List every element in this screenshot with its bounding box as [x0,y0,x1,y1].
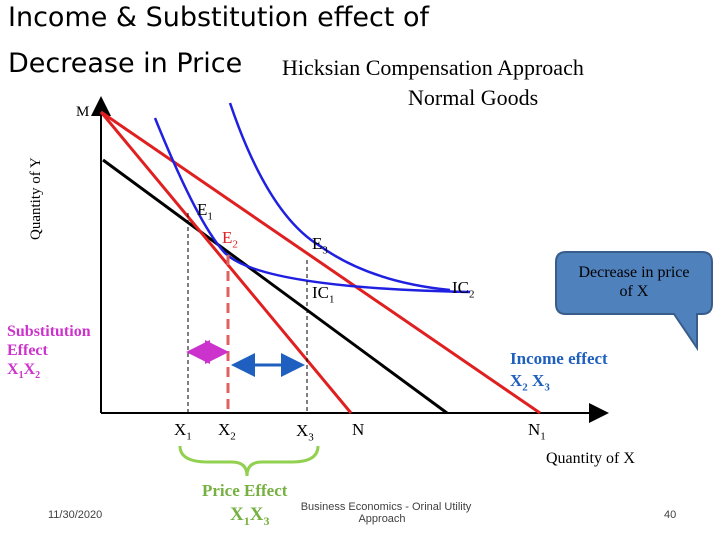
slide-page-number: 40 [664,509,677,521]
point-e2-sub: 2 [232,238,238,251]
inc-x2-sub: 2 [522,381,528,394]
slide-footer-text [296,501,476,525]
ic1-sub: 1 [329,293,335,306]
callout-line2: of X [619,283,649,300]
n1-letter: N [528,420,541,439]
x-axis-label: Quantity of X [546,450,635,467]
sub-x1-letter: X [7,361,19,378]
footer-line2: Approach [358,513,406,525]
income-effect-line2 [510,370,608,398]
price-effect-title: Price Effect [202,481,288,500]
x1-letter: X [174,420,187,439]
slide-date: 11/30/2020 [48,509,103,521]
indifference-curve-ic2 [230,103,450,290]
substitution-effect-line2: Effect [7,342,48,359]
ic2-letter: IC [452,278,469,297]
substitution-effect-line3 [7,360,91,385]
n1-tick-label [528,420,546,442]
ic2-label [452,278,475,300]
sub-x2-sub: 2 [35,370,41,382]
price-effect-brace [180,446,318,476]
point-e3-label [312,234,328,256]
substitution-effect-line1: Substitution [7,323,91,340]
m-label: M [76,104,90,120]
sub-x1-sub: 1 [18,370,24,382]
point-e3-letter: E [312,234,323,253]
footer-line1: Business Economics - Orinal Utility [300,501,472,513]
price-x3-letter: X [249,504,264,525]
price-x1-sub: 1 [243,513,250,528]
point-e2-letter: E [222,228,233,247]
callout-line1: Decrease in price [578,264,690,281]
point-e1-label [197,200,213,222]
price-effect-values [230,504,269,529]
x3-letter: X [296,421,309,440]
inc-x3-sub: 3 [544,381,550,394]
inc-x3-letter: X [527,371,545,390]
new-budget-line [101,112,540,413]
substitution-effect-label [7,322,91,385]
x2-sub: 2 [230,430,236,443]
point-e1-sub: 1 [207,210,213,223]
n1-sub: 1 [540,430,546,443]
x2-tick-label [218,420,236,442]
point-e3-sub: 3 [322,244,328,257]
income-effect-line1: Income effect [510,349,608,368]
price-x3-sub: 3 [263,513,270,528]
ic1-letter: IC [312,283,329,302]
n-tick-label: N [352,420,365,439]
callout-text [560,263,708,301]
original-budget-line [101,112,351,413]
y-axis-label: Quantity of Y [28,157,44,240]
x1-tick-label [174,420,192,442]
sub-x2-letter: X [23,361,36,378]
ic1-label [312,283,335,305]
x3-tick-label [296,421,314,443]
slide-subtitle-line1: Hicksian Compensation Approach [282,55,584,80]
slide-subtitle-line2: Normal Goods [408,85,539,110]
point-e1-letter: E [197,200,208,219]
point-e2-label [222,228,238,250]
slide-title-line2: Decrease in Price [8,48,243,79]
price-x1-letter: X [230,504,244,525]
x1-sub: 1 [186,430,192,443]
inc-x2-letter: X [510,371,523,390]
income-effect-label [510,348,608,398]
x2-letter: X [218,420,231,439]
slide-title-line1: Income & Substitution effect of [8,2,429,33]
ic2-sub: 2 [469,288,475,301]
x3-sub: 3 [308,431,314,444]
